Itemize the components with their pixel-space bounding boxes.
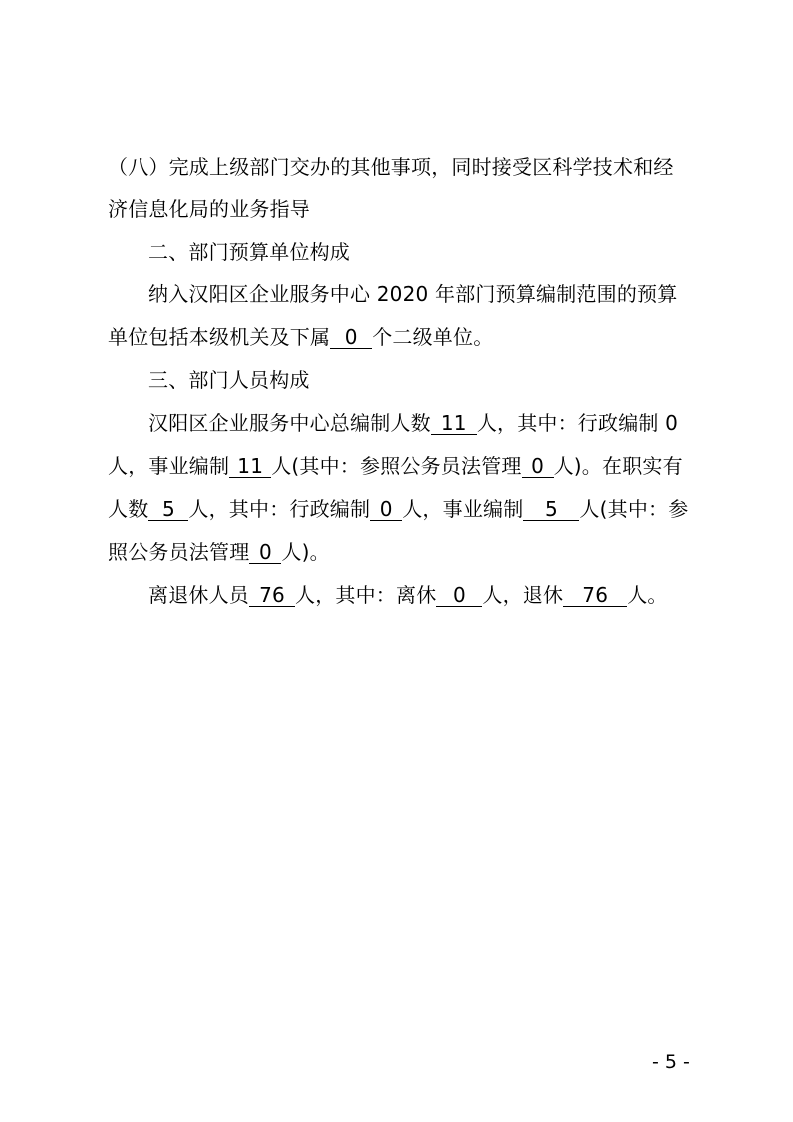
- underlined-value-tuixiu: 76: [563, 584, 627, 607]
- text: 人，事业编制: [108, 454, 230, 478]
- text: 单位包括本级机关及下属: [108, 325, 331, 349]
- underlined-value-civil-servant-ref-quota: 0: [522, 455, 554, 478]
- text: 人，其中：离休: [295, 583, 437, 607]
- underlined-value-total-quota: 11: [431, 412, 477, 435]
- underlined-value-public-institution-quota: 11: [229, 455, 271, 478]
- heading-text: 三、部门人员构成: [148, 368, 310, 392]
- text: 个二级单位。: [372, 325, 494, 349]
- text: 人数: [108, 497, 149, 521]
- heading-text: 二、部门预算单位构成: [148, 240, 350, 264]
- text: 离退休人员: [148, 583, 249, 607]
- paragraph-budget-units-line-1: [148, 274, 698, 314]
- paragraph-personnel-line-4: [108, 532, 698, 572]
- text: 人。: [627, 583, 668, 607]
- text: 人(其中：参: [579, 497, 689, 521]
- underlined-value-retirees-total: 76: [249, 584, 295, 607]
- text: 汉阳区企业服务中心总编制人数: [148, 411, 431, 435]
- underlined-value-actual-admin: 0: [370, 498, 402, 521]
- text: （八）完成上级部门交办的其他事项，同时接受区科学技术和经: [108, 155, 674, 179]
- section-heading-personnel: [148, 360, 698, 400]
- page-number: - 5 -: [652, 1051, 690, 1073]
- paragraph-personnel-line-2: [108, 446, 698, 486]
- text: 人)。: [281, 540, 330, 564]
- text: 人，其中：行政编制: [188, 497, 371, 521]
- text: 人，退休: [482, 583, 564, 607]
- section-heading-budget-units: [148, 232, 698, 272]
- text: 人，事业编制: [402, 497, 524, 521]
- text: 人(其中：参照公务员法管理: [271, 454, 522, 478]
- text: 人，其中：行政编制 0: [476, 411, 679, 435]
- text: 照公务员法管理: [108, 540, 250, 564]
- paragraph-personnel-line-1: [148, 403, 698, 443]
- underlined-value-actual-civil-servant-ref: 0: [249, 541, 281, 564]
- underlined-value-actual-staff: 5: [148, 498, 188, 521]
- text: 济信息化局的业务指导: [108, 197, 310, 221]
- text: 纳入汉阳区企业服务中心 2020 年部门预算编制范围的预算: [148, 282, 678, 306]
- paragraph-retirees: [148, 575, 698, 615]
- underlined-value-actual-public-institution: 5: [523, 498, 579, 521]
- underlined-value-secondary-units: 0: [330, 326, 372, 349]
- paragraph-budget-units-line-2: [108, 317, 698, 357]
- paragraph-personnel-line-3: [108, 489, 698, 529]
- paragraph-duty-8-line-1: [108, 147, 698, 187]
- paragraph-duty-8-line-2: [108, 189, 698, 229]
- underlined-value-lixiu: 0: [436, 584, 482, 607]
- text: 人)。在职实有: [553, 454, 683, 478]
